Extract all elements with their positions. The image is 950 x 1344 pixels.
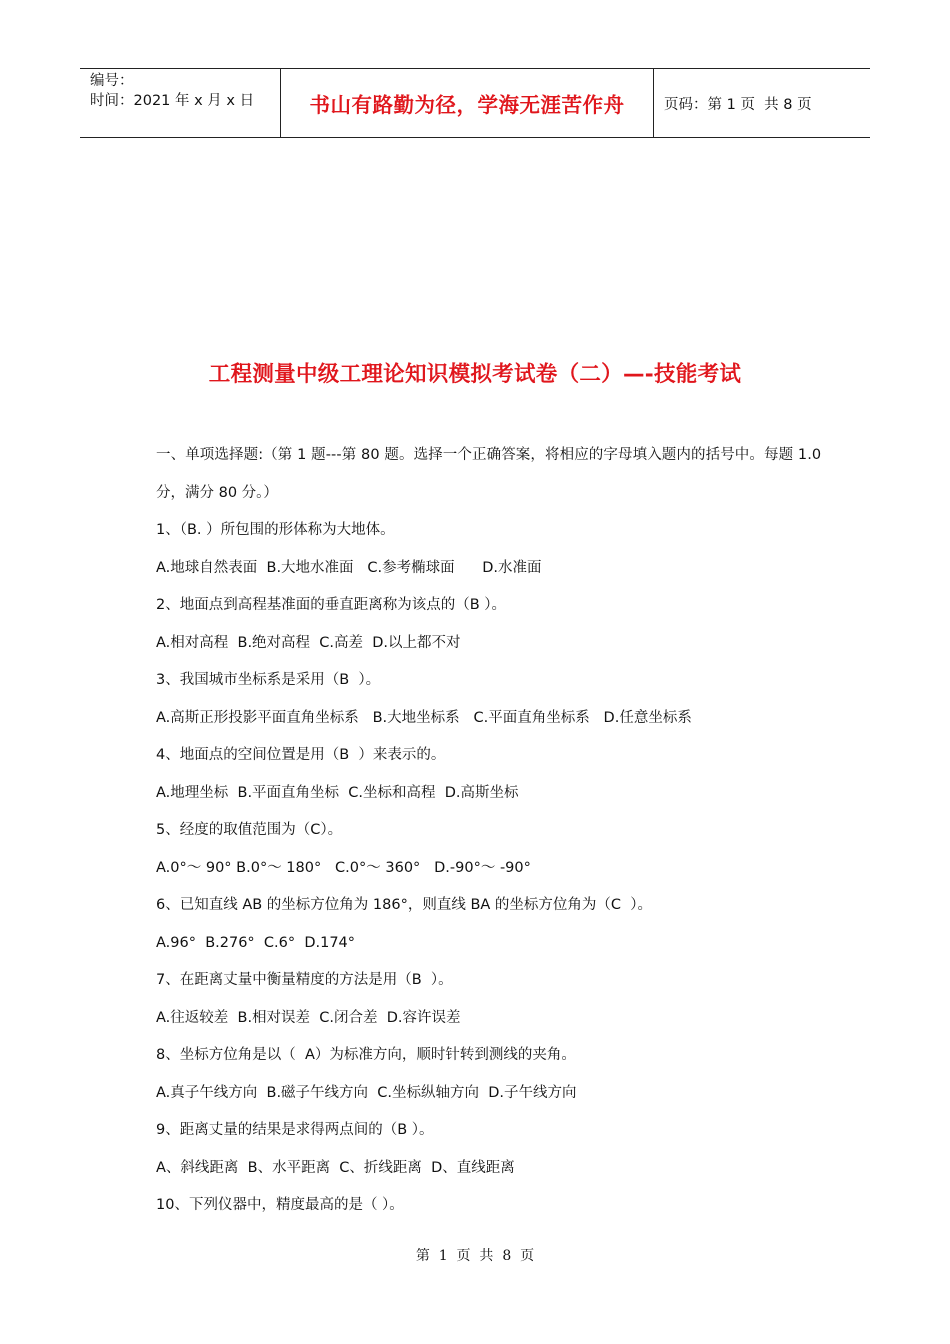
options-line: A.高斯正形投影平面直角坐标系 B.大地坐标系 C.平面直角坐标系 D.任意坐标系 bbox=[156, 709, 692, 726]
options-line: A.相对高程 B.绝对高程 C.高差 D.以上都不对 bbox=[156, 634, 461, 651]
question-line: 9、距离丈量的结果是求得两点间的（B ）。 bbox=[156, 1122, 434, 1138]
header-left-cell bbox=[80, 69, 281, 137]
question-line: 3、我国城市坐标系是采用（B ）。 bbox=[156, 672, 381, 688]
options-line: A.0°～ 90° B.0°～ 180° C.0°～ 360° D.-90°～ -90° bbox=[156, 859, 531, 876]
page-header bbox=[80, 68, 870, 138]
options-line: A.往返较差 B.相对误差 C.闭合差 D.容许误差 bbox=[156, 1009, 461, 1026]
options-line: A.真子午线方向 B.磁子午线方向 C.坐标纵轴方向 D.子午线方向 bbox=[156, 1084, 577, 1101]
question-line: 7、在距离丈量中衡量精度的方法是用（B ）。 bbox=[156, 972, 453, 988]
page-footer: 第 1 页 共 8 页 bbox=[415, 1248, 535, 1264]
options-line: A.地理坐标 B.平面直角坐标 C.坐标和高程 D.高斯坐标 bbox=[156, 784, 519, 801]
options-line: A.96° B.276° C.6° D.174° bbox=[156, 934, 356, 951]
question-line: 10、下列仪器中，精度最高的是（ ）。 bbox=[156, 1197, 404, 1213]
time-label: 时间：2021 年 x 月 x 日 bbox=[90, 93, 255, 109]
question-line: 4、地面点的空间位置是用（B ）来表示的。 bbox=[156, 747, 446, 763]
header-page-info-cell bbox=[654, 69, 870, 137]
question-line: 1、（B. ）所包围的形体称为大地体。 bbox=[156, 522, 395, 538]
question-line: 5、经度的取值范围为（C）。 bbox=[156, 822, 343, 838]
question-line: 2、地面点到高程基准面的垂直距离称为该点的（B ）。 bbox=[156, 597, 507, 613]
document-title: 工程测量中级工理论知识模拟考试卷（二）—-技能考试 bbox=[208, 362, 742, 387]
options-line: A、斜线距离 B、水平距离 C、折线距离 D、直线距离 bbox=[156, 1159, 515, 1176]
question-line: 8、坐标方位角是以（ A）为标准方向，顺时针转到测线的夹角。 bbox=[156, 1047, 576, 1063]
question-line: 6、已知直线 AB 的坐标方位角为 186°，则直线 BA 的坐标方位角为（C ）。 bbox=[156, 897, 653, 913]
document-body bbox=[156, 441, 822, 1229]
options-line: A.地球自然表面 B.大地水准面 C.参考椭球面 D.水准面 bbox=[156, 559, 542, 576]
section-intro-line: 分，满分 80 分。） bbox=[156, 484, 278, 501]
header-motto: 书山有路勤为径，学海无涯苦作舟 bbox=[281, 69, 654, 137]
page-info: 页码：第 1 页 共 8 页 bbox=[664, 96, 812, 113]
number-label: 编号： bbox=[90, 73, 134, 89]
section-intro-line: 一、单项选择题:（第 1 题---第 80 题。选择一个正确答案，将相应的字母填入题内的括号中。每题 1.0 bbox=[156, 447, 822, 463]
